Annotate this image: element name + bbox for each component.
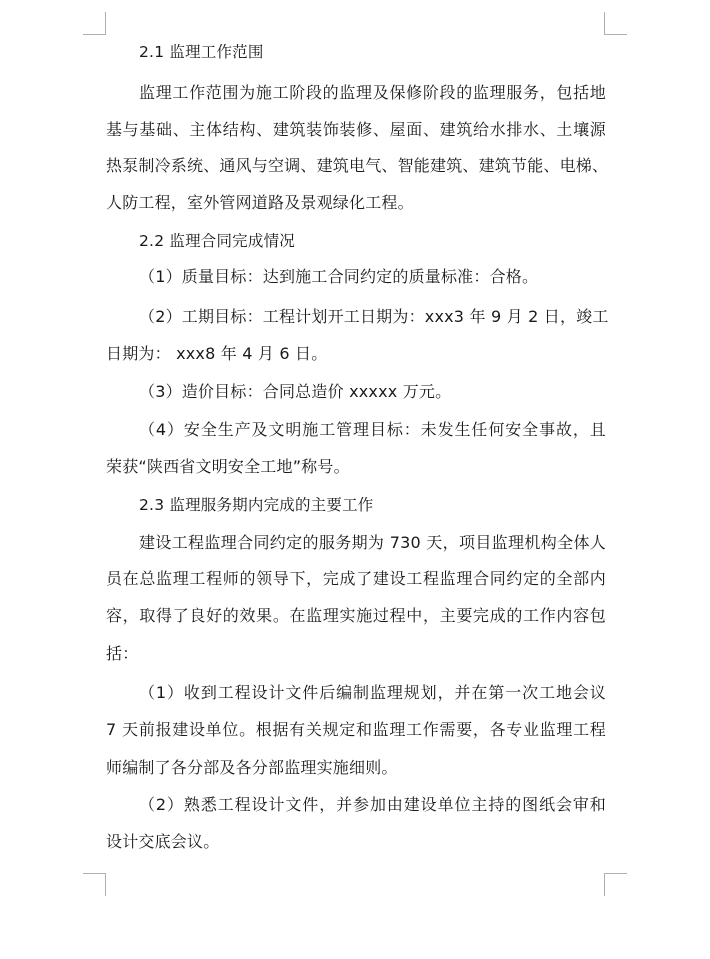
- section-heading-2-3: 2.3 监理服务期内完成的主要工作: [139, 496, 374, 514]
- crop-mark-top-left: [83, 12, 106, 35]
- paragraph-line: 括：: [106, 644, 139, 663]
- paragraph-line: 建设工程监理合同约定的服务期为 730 天，项目监理机构全体人: [139, 533, 606, 552]
- list-item-line: （3）造价目标：合同总造价 xxxxx 万元。: [139, 382, 452, 401]
- list-item-line: （1）收到工程设计文件后编制监理规划，并在第一次工地会议: [139, 683, 606, 702]
- list-item-line: （4）安全生产及文明施工管理目标：未发生任何安全事故，且: [139, 420, 606, 439]
- list-item-line: 日期为： xxx8 年 4 月 6 日。: [106, 344, 328, 363]
- list-item-line: （1）质量目标：达到施工合同约定的质量标准：合格。: [139, 267, 539, 286]
- paragraph-line: 人防工程，室外管网道路及景观绿化工程。: [106, 193, 414, 212]
- paragraph-line: 员在总监理工程师的领导下，完成了建设工程监理合同约定的全部内: [106, 569, 606, 588]
- list-item-line: （2）工期目标：工程计划开工日期为：xxx3 年 9 月 2 日，竣工: [139, 307, 609, 326]
- crop-mark-bottom-right: [604, 873, 627, 896]
- list-item-line: 荣获“陕西省文明安全工地”称号。: [106, 457, 350, 476]
- list-item-line: 7 天前报建设单位。根据有关规定和监理工作需要，各专业监理工程: [106, 720, 606, 739]
- crop-mark-top-right: [604, 12, 627, 35]
- list-item-line: 设计交底会议。: [106, 832, 220, 851]
- paragraph-line: 热泵制冷系统、通风与空调、建筑电气、智能建筑、建筑节能、电梯、: [106, 156, 609, 175]
- list-item-line: 师编制了各分部及各分部监理实施细则。: [106, 758, 398, 777]
- paragraph-line: 基与基础、主体结构、建筑装饰装修、屋面、建筑给水排水、土壤源: [106, 120, 606, 139]
- paragraph-line: 监理工作范围为施工阶段的监理及保修阶段的监理服务，包括地: [139, 83, 606, 102]
- section-heading-2-2: 2.2 监理合同完成情况: [139, 232, 295, 250]
- paragraph-line: 容，取得了良好的效果。在监理实施过程中，主要完成的工作内容包: [106, 606, 606, 625]
- list-item-line: （2）熟悉工程设计文件，并参加由建设单位主持的图纸会审和: [139, 795, 606, 814]
- crop-mark-bottom-left: [83, 873, 106, 896]
- section-heading-2-1: 2.1 监理工作范围: [139, 43, 264, 61]
